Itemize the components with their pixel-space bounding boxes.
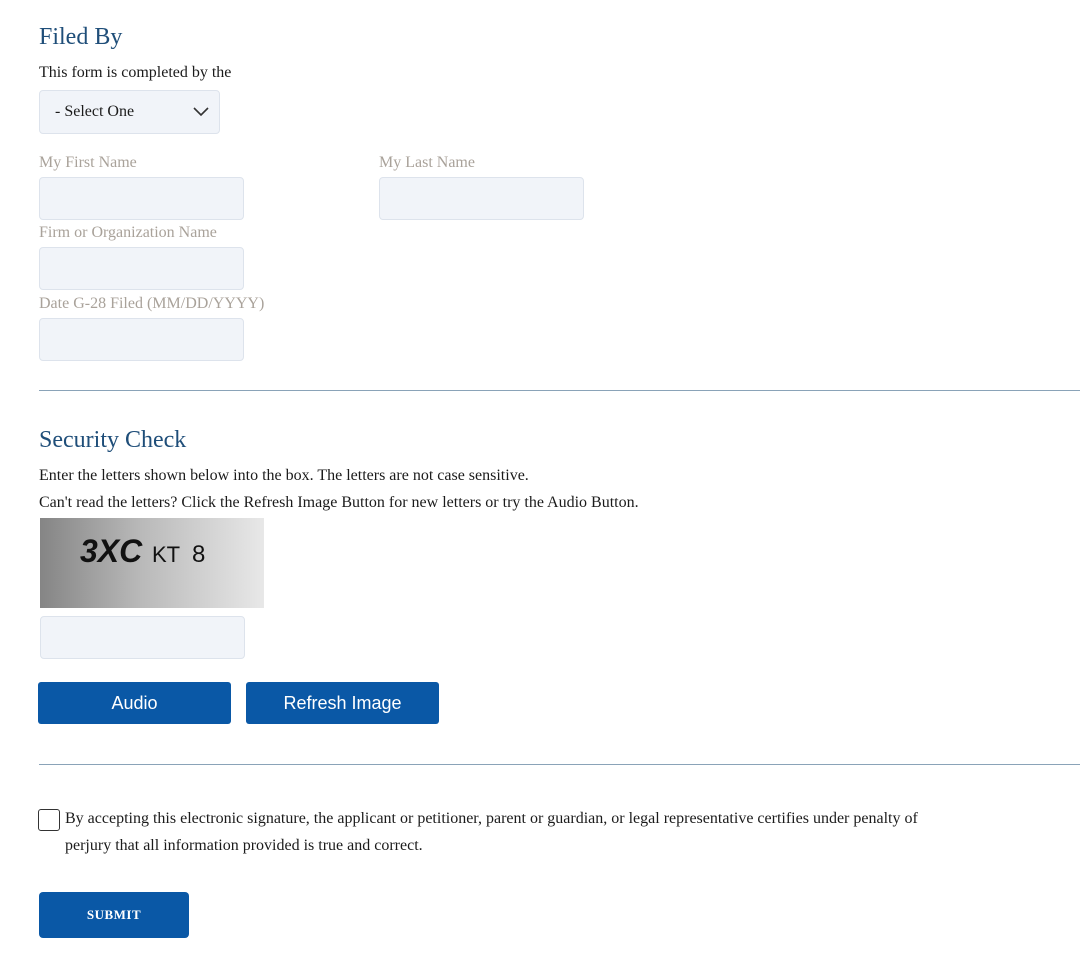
signature-text-line-1: By accepting this electronic signature, the applicant or petitioner, parent or guardian, or legal representative certifies under penalty of [65,810,918,827]
completed-by-select-value: - Select One [55,103,135,120]
security-instruction-1: Enter the letters shown below into the box. The letters are not case sensitive. [39,467,529,484]
chevron-down-icon [193,103,211,121]
last-name-label: My Last Name [379,154,475,171]
firm-name-label: Firm or Organization Name [39,224,217,241]
svg-text:3XC: 3XC [80,533,143,569]
firm-name-field[interactable] [39,247,244,290]
filed-by-intro: This form is completed by the [39,64,232,81]
first-name-field[interactable] [39,177,244,220]
signature-checkbox[interactable] [38,809,60,831]
refresh-image-button[interactable]: Refresh Image [246,682,439,724]
date-filed-label: Date G-28 Filed (MM/DD/YYYY) [39,295,265,312]
captcha-image [40,518,264,608]
first-name-label: My First Name [39,154,137,171]
captcha-glyphs [40,518,264,608]
date-filed-field[interactable] [39,318,244,361]
filed-by-heading: Filed By [39,24,123,50]
svg-text:8: 8 [192,541,206,568]
security-instruction-2: Can't read the letters? Click the Refresh Image Button for new letters or try the Audio Button. [39,494,639,511]
audio-button[interactable]: Audio [38,682,231,724]
svg-text:KT: KT [152,542,181,567]
section-divider [39,390,1080,391]
submit-button[interactable]: SUBMIT [39,892,189,938]
completed-by-select[interactable] [39,90,220,134]
last-name-field[interactable] [379,177,584,220]
security-check-heading: Security Check [39,427,187,453]
signature-text-line-2: perjury that all information provided is true and correct. [65,837,423,854]
captcha-answer-field[interactable] [40,616,245,659]
section-divider [39,764,1080,765]
